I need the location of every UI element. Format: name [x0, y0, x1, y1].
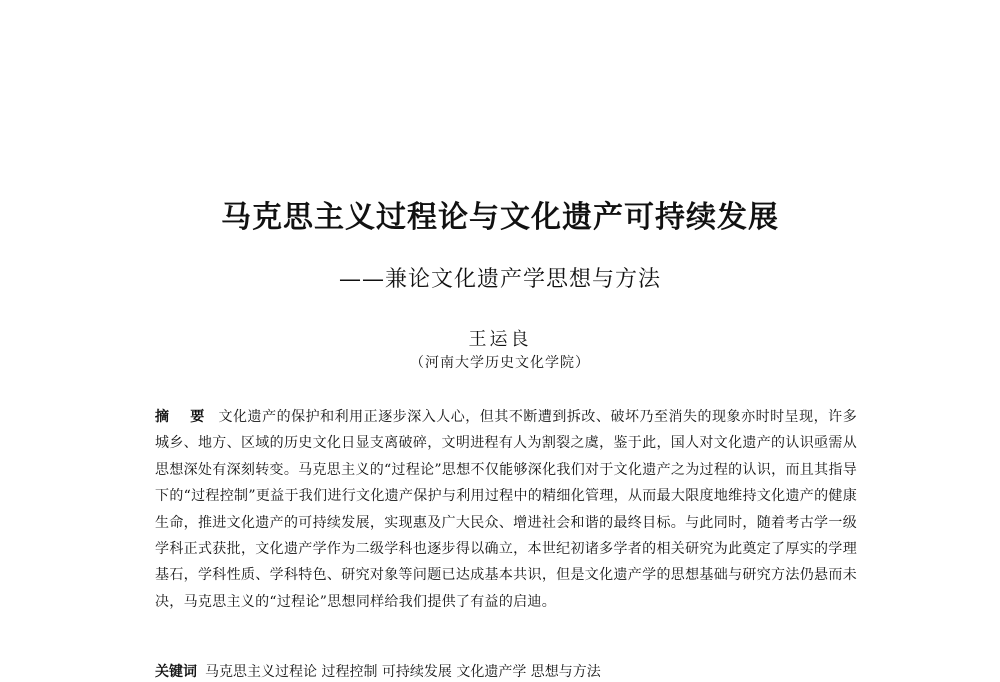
abstract-label: 摘 要: [155, 409, 213, 425]
author-name: 王运良: [468, 329, 532, 350]
abstract-text: 文化遗产的保护和利用正逐步深入人心，但其不断遭到拆改、破坏乃至消失的现象亦时时呈现，许多城乡、地方、区域的历史文化日显支离破碎，文明进程有人为割裂之虞，鉴于此，国人对文化遗产的认识亟需从思想深处有深刻转变。马克思主义的“过程论”思想不仅能够深化我们对于文化遗产之为过程的认识，而且其指导下的“过程控制”更益于我们进行文化遗产保护与利用过程中的精细化管理，从而最大限度地维持文化遗产的健康生命，推进文化遗产的可持续发展，实现惠及广大民众、增进社会和谐的最终目标。与此同时，随着考古学一级学科正式获批，文化遗产学作为二级学科也逐步得以确立，本世纪初诸多学者的相关研究为此奠定了厚实的学理基石，学科性质、学科特色、研究对象等问题已达成基本共识，但是文化遗产学的思想基础与研究方法仍悬而未决，马克思主义的“过程论”思想同样给我们提供了有益的启迪。: [155, 409, 858, 610]
keywords-line: [155, 662, 857, 682]
keywords-label: 关键词: [155, 664, 197, 680]
paper-title: 马克思主义过程论与文化遗产可持续发展: [221, 200, 779, 235]
keywords-text: 马克思主义过程论 过程控制 可持续发展 文化遗产学 思想与方法: [205, 664, 601, 680]
author-affiliation: （河南大学历史文化学院）: [410, 355, 590, 371]
abstract-paragraph: [155, 404, 857, 615]
paper-subtitle: ——兼论文化遗产学思想与方法: [338, 267, 661, 292]
